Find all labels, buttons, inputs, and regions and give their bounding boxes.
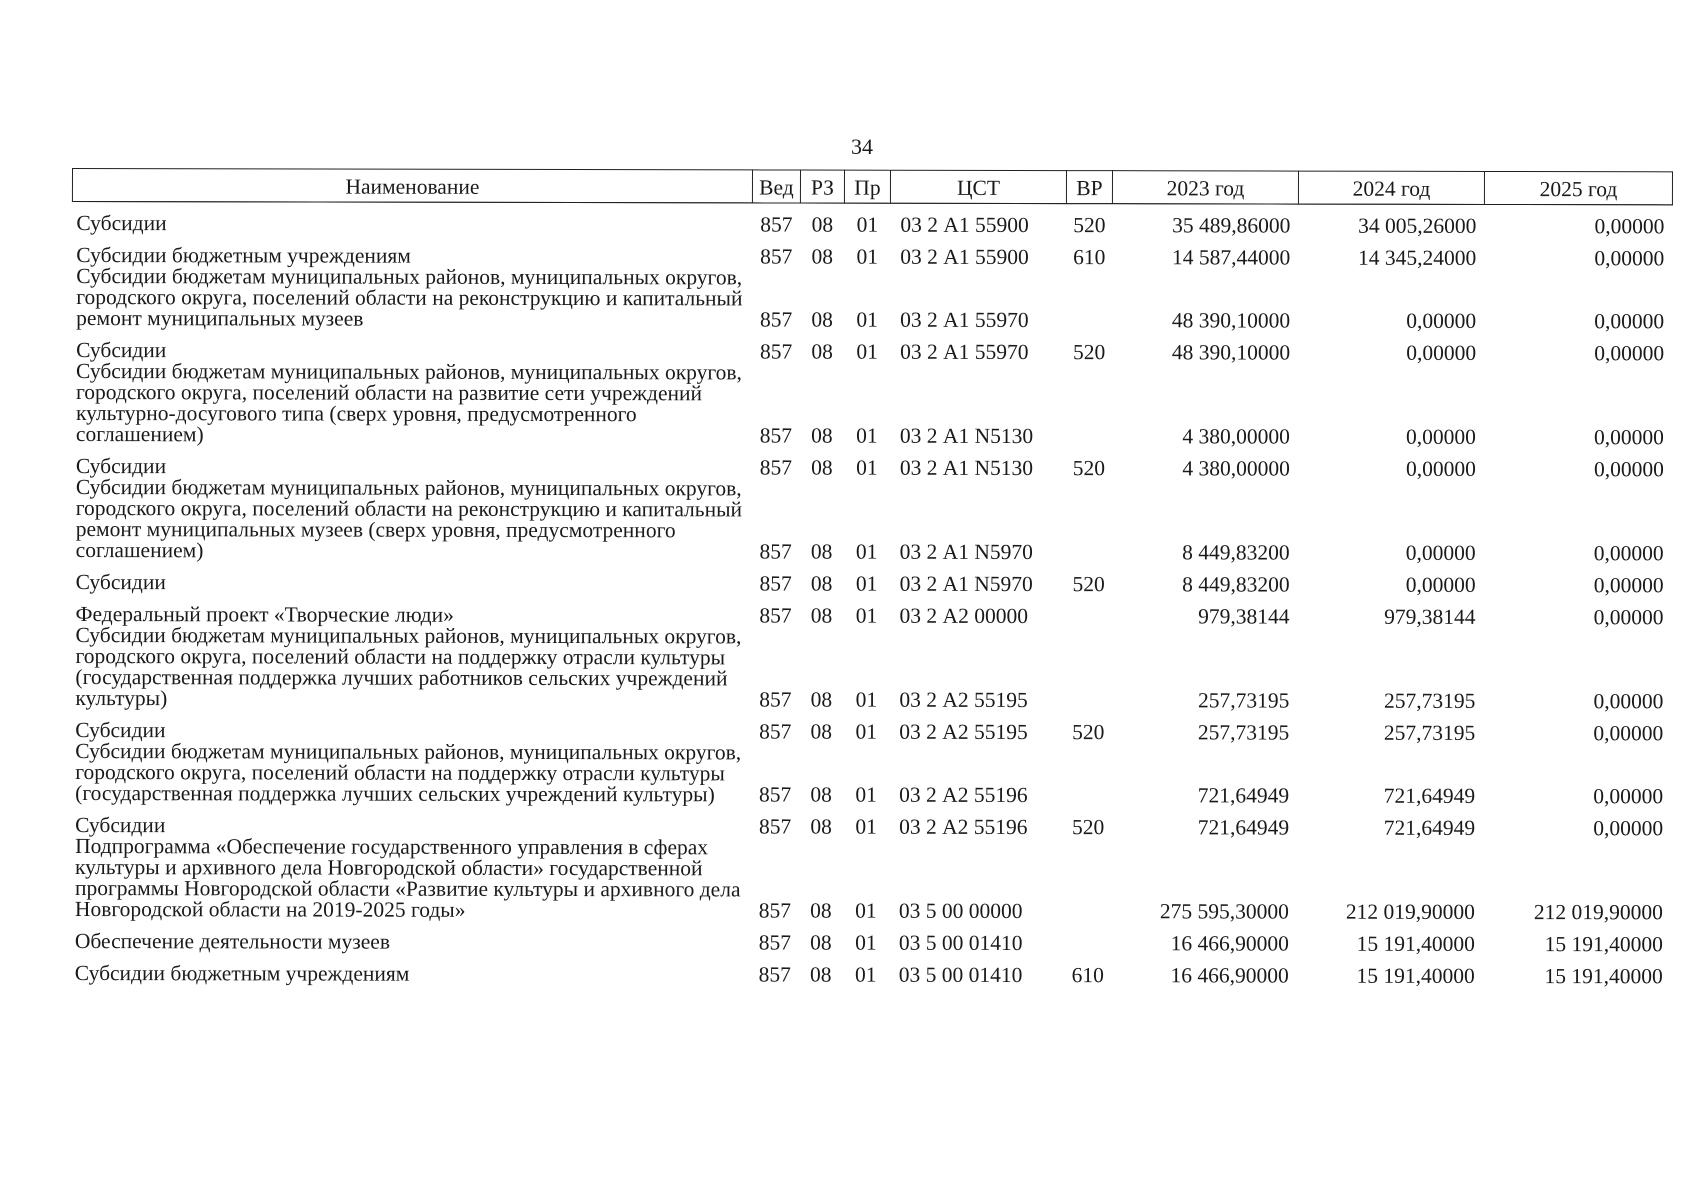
row-amount-2024: 0,00000: [1405, 456, 1476, 481]
row-vr: [1065, 922, 1111, 954]
row-pr: 01: [855, 814, 877, 839]
row-amount-2025: 212 019,90000: [1533, 900, 1663, 925]
page-number: 34: [851, 134, 873, 159]
row-cst: 03 2 А1 55900: [900, 244, 1029, 270]
row-amount-2025: 0,00000: [1593, 457, 1664, 482]
row-amount-2023: 14 587,44000: [1172, 245, 1291, 270]
row-rz: 08: [810, 962, 832, 987]
row-cst: 03 2 А2 55196: [899, 782, 1028, 808]
row-amount-2025: 0,00000: [1593, 816, 1664, 841]
header-ved: Вед: [752, 170, 800, 203]
row-name: Субсидии: [75, 454, 167, 479]
row-rz: 08: [811, 244, 834, 269]
row-amount-2023: 16 466,90000: [1170, 963, 1289, 988]
table-row: [71, 952, 1671, 987]
row-ved: 857: [759, 782, 792, 807]
row-vr: 610: [1071, 963, 1104, 988]
row-amount-2024: 257,73195: [1383, 688, 1476, 713]
row-pr: 01: [855, 603, 878, 628]
row-ved: 857: [759, 687, 792, 712]
row-amount-2024: 257,73195: [1383, 720, 1476, 745]
row-ved: 857: [759, 539, 792, 564]
row-pr: 01: [855, 539, 878, 564]
row-amount-2024: 0,00000: [1406, 308, 1477, 333]
row-amount-2023: 721,64949: [1197, 815, 1290, 840]
row-cst: 03 2 А1 55970: [900, 307, 1029, 333]
row-amount-2023: 48 390,10000: [1171, 308, 1291, 333]
row-ved: 857: [759, 571, 792, 596]
row-cst: 03 5 00 01410: [898, 962, 1023, 987]
row-cst: 03 2 А2 55196: [899, 814, 1028, 840]
row-name: Федеральный проект «Творческие люди»: [75, 602, 454, 627]
row-vr: 610: [1073, 245, 1106, 270]
row-amount-2025: 0,00000: [1593, 573, 1664, 598]
row-cst: 03 5 00 00000: [898, 898, 1023, 923]
row-name: Субсидии бюджетам муниципальных районов, муниципальных округов, городского округа, поселений области на развитие сети учреждений культурно-досугового типа (сверх уровня, предусмотренного соглашением): [75, 359, 742, 447]
row-amount-2023: 8 449,83200: [1182, 540, 1290, 565]
row-ved: 857: [759, 339, 793, 364]
row-rz: 08: [811, 339, 833, 364]
row-pr: 01: [855, 962, 877, 987]
row-name: Подпрограмма «Обеспечение государственного управления в сферах культуры и архивного дела Новгородской области» государственной программы Новгородской области «Развитие культуры и архивного дела Новгородской области на 2019-2025 годы»: [74, 834, 741, 922]
row-amount-2023: 48 390,10000: [1171, 340, 1291, 365]
row-cst: 03 2 А1 55970: [900, 339, 1029, 365]
row-amount-2024: 0,00000: [1406, 424, 1476, 449]
row-rz: 08: [810, 719, 833, 744]
table-row: [72, 202, 1672, 238]
row-amount-2024: 212 019,90000: [1345, 899, 1475, 924]
row-amount-2023: 275 595,30000: [1159, 899, 1289, 924]
table-row: [71, 625, 1671, 712]
row-amount-2025: 0,00000: [1594, 246, 1665, 271]
row-amount-2024: 14 345,24000: [1358, 245, 1477, 270]
row-ved: 857: [759, 603, 792, 628]
row-vr: [1065, 627, 1111, 711]
row-vr: [1066, 363, 1112, 447]
row-pr: 01: [855, 782, 877, 807]
row-amount-2024: 15 191,40000: [1356, 931, 1475, 956]
row-name: Субсидии: [75, 813, 166, 838]
table-row: [71, 836, 1671, 923]
row-amount-2024: 0,00000: [1405, 540, 1476, 565]
row-amount-2025: 0,00000: [1593, 689, 1664, 714]
row-amount-2025: 15 191,40000: [1544, 932, 1663, 957]
row-amount-2023: 4 380,00000: [1182, 456, 1290, 481]
row-amount-2023: 979,38144: [1198, 604, 1290, 629]
row-vr: [1065, 838, 1111, 922]
header-pr: Пр: [844, 170, 890, 203]
row-cst: 03 2 А2 55195: [899, 719, 1028, 745]
row-amount-2025: 0,00000: [1594, 425, 1664, 450]
row-pr: 01: [855, 687, 878, 712]
row-cst: 03 2 А2 00000: [899, 603, 1028, 629]
row-name: Субсидии бюджетам муниципальных районов, муниципальных округов, городского округа, поселений области на поддержку отрасли культуры (государственная поддержка лучших сельских учреждений культуры): [75, 739, 742, 807]
row-rz: 08: [811, 212, 834, 237]
table-row: [72, 361, 1672, 448]
row-pr: 01: [856, 212, 879, 237]
row-name: Субсидии бюджетам муниципальных районов, муниципальных округов, городского округа, поселений области на реконструкцию и капитальный ремонт муниципальных музеев: [76, 264, 743, 331]
row-name: Субсидии: [76, 211, 167, 236]
row-amount-2024: 0,00000: [1405, 572, 1476, 597]
row-cst: 03 2 А1 N5130: [899, 423, 1034, 449]
row-vr: 520: [1073, 213, 1106, 238]
row-pr: 01: [856, 339, 878, 364]
row-vr: 520: [1072, 340, 1106, 365]
row-pr: 01: [855, 719, 878, 744]
row-rz: 08: [810, 930, 832, 955]
table-header: [72, 169, 1672, 205]
row-name: Субсидии бюджетным учреждениям: [76, 243, 411, 268]
row-name: Субсидии бюджетам муниципальных районов, муниципальных округов, городского округа, поселений области на реконструкцию и капитальный ремонт муниципальных музеев (сверх уровня, предусмотренного соглашением): [75, 475, 743, 563]
header-2024: 2024 год: [1298, 171, 1484, 204]
row-vr: [1066, 268, 1112, 331]
row-amount-2024: 34 005,26000: [1358, 213, 1477, 238]
row-cst: 03 2 А1 55900: [900, 212, 1029, 238]
row-ved: 857: [760, 307, 793, 332]
header-2025: 2025 год: [1484, 171, 1672, 204]
row-ved: 857: [760, 212, 793, 237]
budget-table-sheet: [70, 168, 1672, 987]
row-ved: 857: [759, 455, 793, 480]
row-amount-2024: 0,00000: [1406, 340, 1477, 365]
header-name: Наименование: [72, 169, 752, 203]
row-ved: 857: [759, 423, 793, 448]
row-name: Субсидии бюджетным учреждениям: [74, 961, 410, 986]
row-rz: 08: [810, 571, 833, 596]
row-vr: 520: [1072, 720, 1105, 745]
row-ved: 857: [759, 719, 792, 744]
row-ved: 857: [758, 930, 792, 955]
row-ved: 857: [758, 814, 792, 839]
row-amount-2023: 16 466,90000: [1170, 931, 1289, 956]
row-amount-2024: 721,64949: [1383, 783, 1476, 808]
row-amount-2023: 721,64949: [1197, 783, 1290, 808]
row-name: Субсидии: [75, 570, 166, 595]
row-amount-2025: 0,00000: [1593, 721, 1664, 746]
table-row: [71, 741, 1671, 807]
header-vr: ВР: [1066, 171, 1112, 204]
row-pr: 01: [855, 898, 877, 923]
row-vr: 520: [1071, 815, 1105, 840]
row-cst: 03 2 А1 N5970: [899, 539, 1033, 565]
row-rz: 08: [810, 687, 833, 712]
row-name: Субсидии: [76, 338, 167, 363]
row-amount-2025: 0,00000: [1594, 309, 1665, 334]
row-amount-2025: 0,00000: [1593, 541, 1664, 566]
row-ved: 857: [760, 244, 793, 269]
budget-table: [70, 168, 1673, 987]
row-amount-2023: 8 449,83200: [1182, 572, 1290, 597]
row-amount-2025: 0,00000: [1594, 341, 1665, 366]
row-amount-2024: 979,38144: [1384, 604, 1476, 629]
table-row: [72, 561, 1672, 596]
row-amount-2023: 4 380,00000: [1182, 424, 1290, 449]
row-amount-2024: 721,64949: [1383, 815, 1476, 840]
row-name: Субсидии: [75, 718, 166, 743]
header-2023: 2023 год: [1112, 171, 1298, 204]
row-vr: 520: [1072, 456, 1106, 481]
row-pr: 01: [855, 930, 877, 955]
row-ved: 857: [758, 962, 791, 987]
row-rz: 08: [811, 455, 833, 480]
row-rz: 08: [811, 307, 833, 332]
row-vr: [1066, 479, 1112, 563]
row-vr: 520: [1072, 572, 1105, 597]
row-amount-2025: 0,00000: [1593, 784, 1664, 809]
row-amount-2025: 0,00000: [1593, 605, 1664, 630]
row-name: Субсидии бюджетам муниципальных районов, муниципальных округов, городского округа, поселений области на поддержку отрасли культуры (государственная поддержка лучших работников сельских учреждений культуры): [75, 623, 742, 711]
table-row: [72, 266, 1672, 332]
row-pr: 01: [856, 423, 878, 448]
row-vr: [1065, 743, 1111, 806]
row-cst: 03 2 А1 N5130: [899, 455, 1034, 481]
row-rz: 08: [810, 603, 833, 628]
row-amount-2025: 15 191,40000: [1544, 964, 1663, 989]
row-amount-2023: 35 489,86000: [1172, 213, 1291, 238]
table-row: [71, 920, 1671, 955]
row-rz: 08: [811, 423, 833, 448]
row-pr: 01: [856, 307, 878, 332]
header-row: [72, 169, 1672, 205]
row-rz: 08: [810, 898, 832, 923]
header-rz: РЗ: [800, 170, 844, 203]
row-amount-2023: 257,73195: [1197, 688, 1290, 713]
header-cst: ЦСТ: [890, 170, 1066, 203]
row-pr: 01: [856, 455, 878, 480]
row-amount-2025: 0,00000: [1594, 214, 1665, 239]
row-cst: 03 2 А1 N5970: [899, 571, 1033, 597]
table-row: [72, 477, 1672, 564]
row-amount-2024: 15 191,40000: [1356, 963, 1475, 988]
row-name: Обеспечение деятельности музеев: [74, 929, 391, 954]
row-cst: 03 2 А2 55195: [899, 687, 1028, 713]
row-vr: [1066, 595, 1112, 627]
row-rz: 08: [810, 814, 832, 839]
row-ved: 857: [758, 898, 792, 923]
row-cst: 03 5 00 01410: [898, 930, 1023, 955]
row-rz: 08: [810, 539, 833, 564]
table-body: [71, 202, 1673, 988]
row-rz: 08: [810, 782, 832, 807]
row-pr: 01: [856, 244, 879, 269]
row-pr: 01: [855, 571, 878, 596]
row-amount-2023: 257,73195: [1197, 720, 1290, 745]
